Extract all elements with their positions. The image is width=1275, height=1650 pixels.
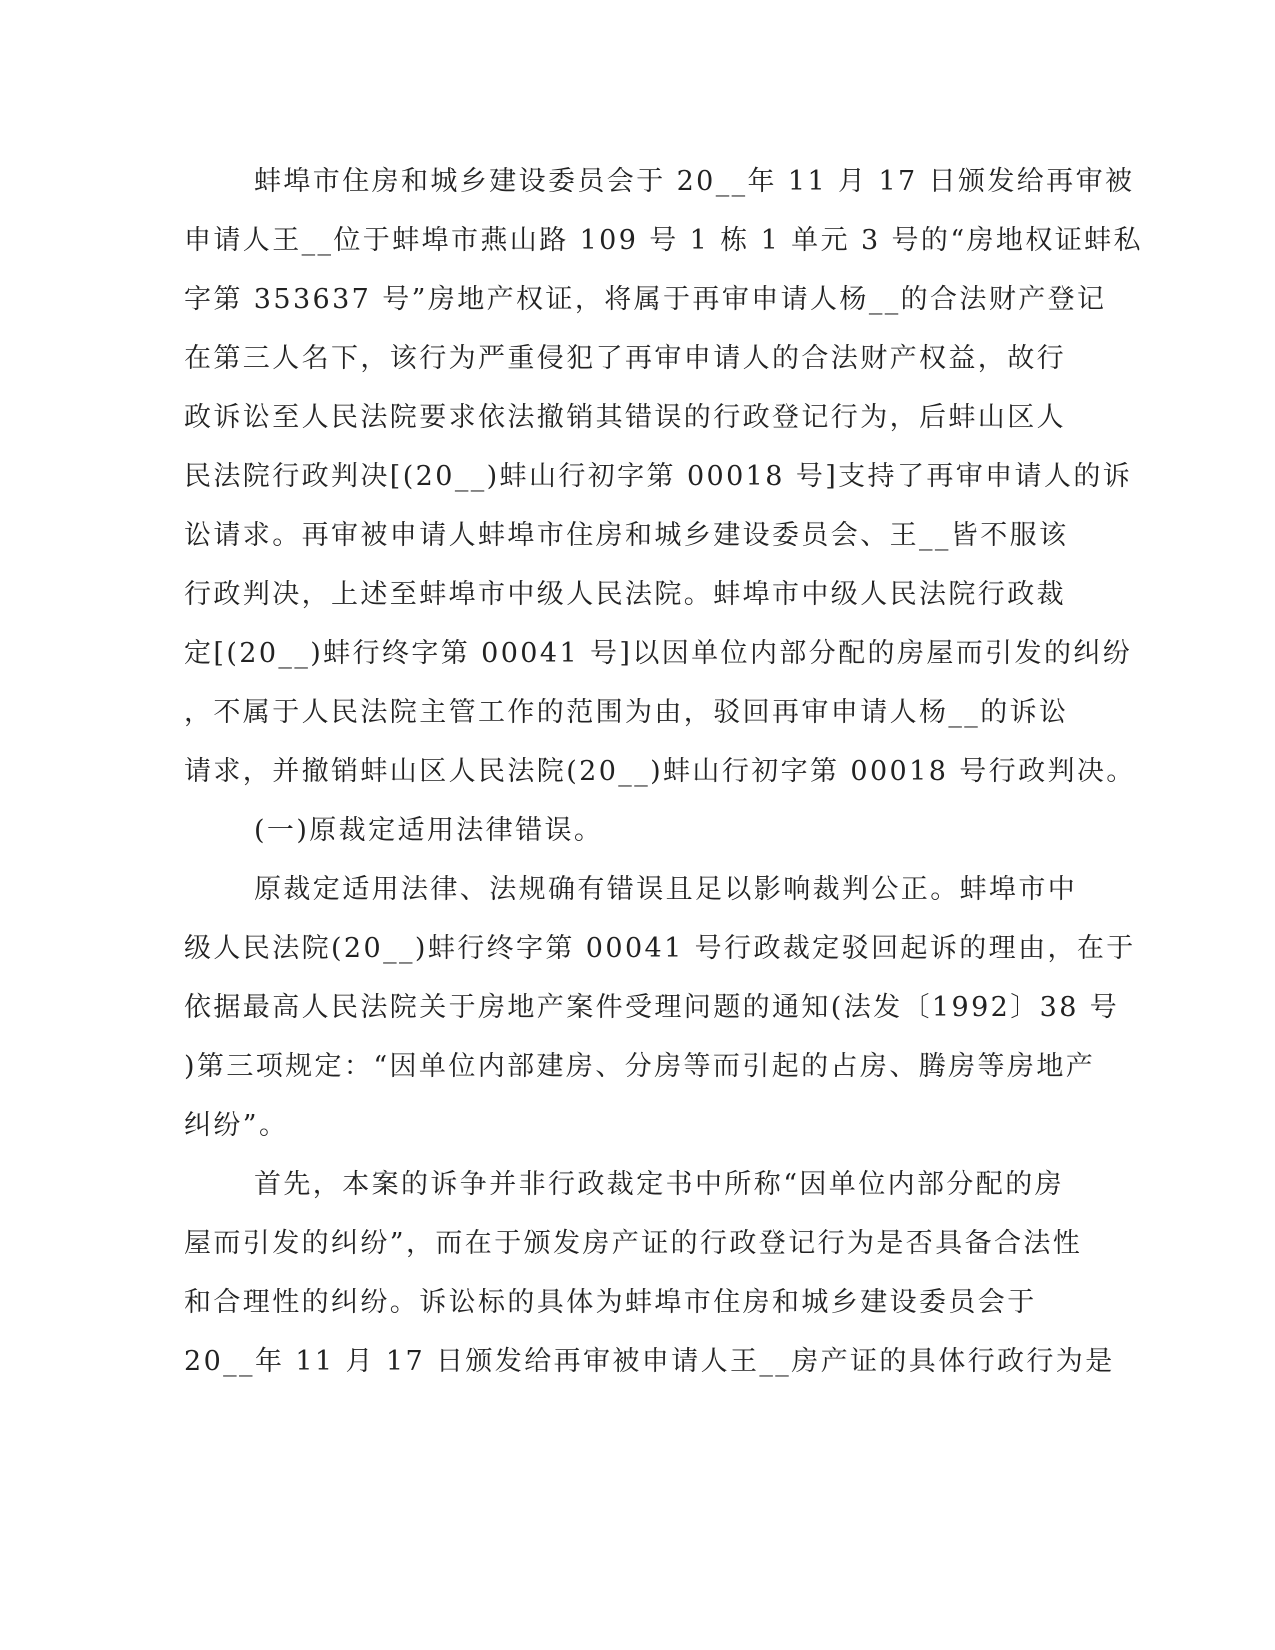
text-line: 讼请求。再审被申请人蚌埠市住房和城乡建设委员会、王__皆不服该 xyxy=(184,520,1069,551)
text-line: 首先，本案的诉争并非行政裁定书中所称“因单位内部分配的房 xyxy=(254,1169,1065,1200)
text-line: 20__年 11 月 17 日颁发给再审被申请人王__房产证的具体行政行为是 xyxy=(184,1346,1115,1377)
text-line: 纠纷”。 xyxy=(184,1110,289,1141)
text-line: 申请人王__位于蚌埠市燕山路 109 号 1 栋 1 单元 3 号的“房地权证蚌私 xyxy=(184,225,1143,256)
text-line: )第三项规定：“因单位内部建房、分房等而引起的占房、腾房等房地产 xyxy=(184,1051,1096,1082)
text-line: 蚌埠市住房和城乡建设委员会于 20__年 11 月 17 日颁发给再审被 xyxy=(254,166,1135,197)
paragraph-3 xyxy=(184,860,1136,1155)
text-line: 依据最高人民法院关于房地产案件受理问题的通知(法发〔1992〕38 号 xyxy=(184,992,1120,1023)
paragraph-4 xyxy=(184,1155,1115,1391)
text-line: 政诉讼至人民法院要求依法撤销其错误的行政登记行为，后蚌山区人 xyxy=(184,402,1066,433)
text-line: 和合理性的纠纷。诉讼标的具体为蚌埠市住房和城乡建设委员会于 xyxy=(184,1287,1037,1318)
text-line: 原裁定适用法律、法规确有错误且足以影响裁判公正。蚌埠市中 xyxy=(254,874,1078,905)
text-line: (一)原裁定适用法律错误。 xyxy=(254,815,604,846)
text-line: 屋而引发的纠纷”，而在于颁发房产证的行政登记行为是否具备合法性 xyxy=(184,1228,1083,1259)
text-line: 定[(20__)蚌行终字第 00041 号]以因单位内部分配的房屋而引发的纠纷 xyxy=(184,638,1133,669)
text-line: 民法院行政判决[(20__)蚌山行初字第 00018 号]支持了再审申请人的诉 xyxy=(184,461,1133,492)
text-line: 级人民法院(20__)蚌行终字第 00041 号行政裁定驳回起诉的理由，在于 xyxy=(184,933,1136,964)
paragraph-1 xyxy=(184,152,1143,801)
text-line: 在第三人名下，该行为严重侵犯了再审申请人的合法财产权益，故行 xyxy=(184,343,1066,374)
document-body xyxy=(184,152,1143,1391)
text-line: 字第 353637 号”房地产权证，将属于再审申请人杨__的合法财产登记 xyxy=(184,284,1107,315)
text-line: 行政判决，上述至蚌埠市中级人民法院。蚌埠市中级人民法院行政裁 xyxy=(184,579,1066,610)
text-line: ，不属于人民法院主管工作的范围为由，驳回再审申请人杨__的诉讼 xyxy=(184,697,1069,728)
text-line: 请求，并撤销蚌山区人民法院(20__)蚌山行初字第 00018 号行政判决。 xyxy=(184,756,1136,787)
section-heading xyxy=(184,801,1064,860)
